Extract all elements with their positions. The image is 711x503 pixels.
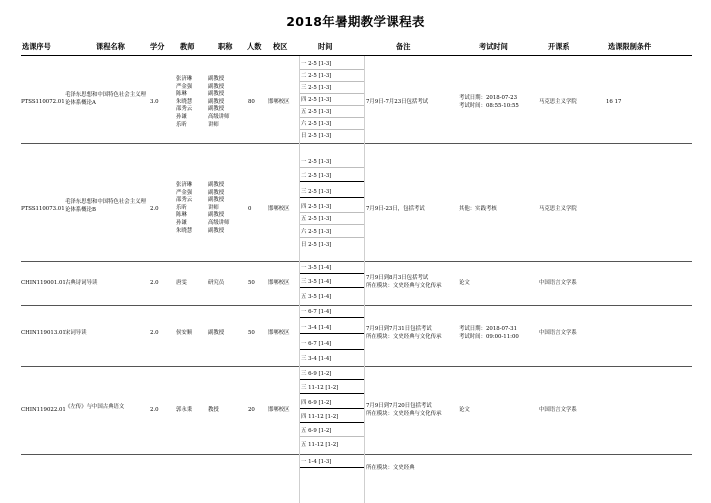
row-divider (21, 366, 692, 367)
course-credit: 2.0 (150, 280, 159, 286)
course-id: CHIN119001.01 (21, 280, 66, 286)
teacher-title: 副教授 (208, 330, 225, 336)
header-limit: 选课限制条件 (608, 42, 652, 51)
course-dept: 马克思主义学院 (539, 99, 577, 105)
course-campus: 邯郸校区 (268, 280, 290, 286)
course-count: 0 (248, 206, 252, 212)
exam-info: 考试日期：2018-07-31 (459, 326, 518, 332)
teacher: 陈琳 (176, 91, 187, 98)
time-slot: 一 3-5 [1-4] (300, 262, 364, 274)
teacher-title: 高级讲师 (208, 113, 230, 120)
teacher-title: 讲师 (208, 204, 219, 211)
header-credit: 学分 (150, 42, 165, 51)
teacher-title: 副教授 (208, 227, 225, 234)
course-credit: 2.0 (150, 206, 159, 212)
teacher-title: 副教授 (208, 76, 225, 82)
time-slot: 三 2-5 [1-3] (300, 82, 364, 94)
time-slot: 五 2-5 [1-3] (300, 213, 364, 225)
time-slot: 五 11-12 [1-2] (301, 442, 339, 448)
header-teacher: 教师 (180, 42, 195, 51)
teacher: 孙谦 (176, 219, 187, 226)
time-slot: 四 2-5 [1-3] (300, 201, 364, 213)
teacher: 张济琳 (176, 76, 193, 82)
course-module: 所在模块：文史经典与文化传承 (366, 410, 442, 417)
course-dept: 中国语言文学系 (539, 407, 577, 413)
course-id: PTSS110072.01 (21, 99, 65, 105)
exam-info: 论文 (459, 280, 470, 286)
exam-info: 考试时间：09:00-11:00 (459, 333, 519, 340)
time-slot: 五 2-5 [1-3] (300, 106, 364, 118)
header-title: 职称 (218, 42, 233, 51)
teacher-title: 副教授 (208, 106, 225, 113)
teacher-title: 讲师 (208, 121, 219, 128)
course-name: 毛泽东思想和中国特色社会主义理论体系概论A (65, 92, 146, 106)
teacher: 邵秀云 (176, 106, 193, 113)
header-time: 时间 (318, 42, 333, 51)
column-divider (364, 56, 365, 503)
course-dept: 马克思主义学院 (539, 206, 577, 212)
teacher-title: 研究员 (208, 280, 225, 286)
course-id: CHIN119022.01 (21, 407, 66, 413)
course-module: 所在模块：文史经典 (366, 465, 415, 471)
page-title: 2018年暑期教学课程表 (286, 14, 425, 29)
teacher-title: 教授 (208, 407, 219, 413)
header-id: 选课序号 (22, 42, 51, 51)
time-slot: 三 11-12 [1-2] (300, 382, 364, 394)
course-campus: 邯郸校区 (268, 206, 290, 212)
time-slot: 二 2-5 [1-3] (300, 70, 364, 82)
teacher: 严金强 (176, 83, 193, 90)
header-dept: 开课系 (548, 42, 570, 51)
teacher: 孙谦 (176, 113, 187, 120)
course-campus: 邯郸校区 (268, 99, 290, 105)
course-name: 宋词导读 (65, 330, 87, 336)
time-slot: 四 6-9 [1-2] (300, 397, 364, 409)
time-slot: 一 6-7 [1-4] (300, 306, 364, 318)
course-name: 《左传》与中国古典语文 (65, 404, 125, 410)
header-rule (21, 55, 692, 56)
teacher-title: 副教授 (208, 212, 225, 219)
course-note: 7月9日到8月3日包括考试 (366, 275, 429, 281)
course-name: 古典诗词导读 (65, 280, 98, 286)
time-slot: 日 2-5 [1-3] (301, 242, 332, 248)
course-id: PTSS110073.01 (21, 206, 65, 212)
teacher: 乐昕 (176, 204, 187, 211)
teacher-title: 副教授 (208, 197, 225, 204)
row-divider (21, 143, 692, 144)
teacher-title: 高级讲师 (208, 219, 230, 226)
teacher: 张济琳 (176, 182, 193, 188)
time-slot: 三 6-9 [1-2] (300, 368, 364, 380)
teacher: 陈琳 (176, 212, 187, 219)
time-slot: 三 3-4 [1-4] (301, 356, 332, 362)
teacher: 邵秀云 (176, 197, 193, 204)
course-limit: 16 17 (606, 99, 622, 105)
teacher-title: 副教授 (208, 189, 225, 196)
course-note: 7月9日到7月20日包括考试 (366, 403, 432, 409)
time-slot: 三 2-5 [1-3] (300, 186, 364, 198)
header-campus: 校区 (273, 42, 288, 51)
course-module: 所在模块：文史经典与文化传承 (366, 282, 442, 289)
exam-info: 考试日期：2018-07-23 (459, 95, 518, 101)
time-slot: 一 2-5 [1-3] (300, 58, 364, 70)
course-campus: 邯郸校区 (268, 330, 290, 336)
course-dept: 中国语言文学系 (539, 280, 577, 286)
time-slot: 一 3-4 [1-4] (300, 322, 364, 334)
course-count: 20 (248, 407, 255, 413)
teacher: 朱晓慧 (176, 98, 193, 105)
course-name: 毛泽东思想和中国特色社会主义理论体系概论B (65, 199, 146, 213)
course-count: 50 (248, 330, 255, 336)
time-slot: 一 6-7 [1-4] (300, 338, 364, 350)
exam-info: 其他：实践考核 (459, 206, 497, 212)
exam-info: 论文 (459, 407, 470, 413)
course-credit: 2.0 (150, 330, 159, 336)
teacher-title: 副教授 (208, 83, 225, 90)
teacher-title: 副教授 (208, 98, 225, 105)
header-name: 课程名称 (96, 42, 125, 51)
course-dept: 中国语言文学系 (539, 330, 577, 336)
course-id: CHIN119013.01 (21, 330, 66, 336)
course-credit: 3.0 (150, 99, 159, 105)
teacher: 郭永秉 (176, 407, 193, 413)
header-exam: 考试时间 (479, 42, 508, 51)
time-slot: 五 6-9 [1-2] (300, 425, 364, 437)
header-note: 备注 (396, 42, 411, 51)
course-note: 7月9日-7月23日包括考试 (366, 99, 429, 105)
column-divider (299, 56, 300, 503)
time-slot: 一 1-4 [1-3] (300, 456, 364, 468)
time-slot: 五 3-5 [1-4] (301, 294, 332, 300)
course-note: 7月9日-23日，包括考试 (366, 206, 425, 212)
teacher: 唐雯 (176, 280, 187, 286)
course-count: 80 (248, 99, 255, 105)
teacher: 侯安顺 (176, 330, 193, 336)
teacher: 严金强 (176, 189, 193, 196)
teacher-title: 副教授 (208, 91, 225, 98)
course-note: 7月9日到7月31日包括考试 (366, 326, 432, 332)
header-count: 人数 (247, 42, 262, 51)
teacher: 朱晓慧 (176, 227, 193, 234)
time-slot: 一 2-5 [1-3] (300, 156, 364, 168)
course-credit: 2.0 (150, 407, 159, 413)
time-slot: 二 2-5 [1-3] (300, 170, 364, 182)
time-slot: 六 2-5 [1-3] (300, 118, 364, 130)
row-divider (21, 454, 692, 455)
exam-info: 考试时间：08:55-10:55 (459, 102, 519, 109)
course-count: 50 (248, 280, 255, 286)
course-campus: 邯郸校区 (268, 407, 290, 413)
course-module: 所在模块：文史经典与文化传承 (366, 333, 442, 340)
time-slot: 三 3-5 [1-4] (300, 276, 364, 288)
time-slot: 四 11-12 [1-2] (300, 411, 364, 423)
time-slot: 六 2-5 [1-3] (300, 226, 364, 238)
time-slot: 四 2-5 [1-3] (300, 94, 364, 106)
teacher: 乐昕 (176, 121, 187, 128)
teacher-title: 副教授 (208, 182, 225, 188)
time-slot: 日 2-5 [1-3] (301, 133, 332, 139)
